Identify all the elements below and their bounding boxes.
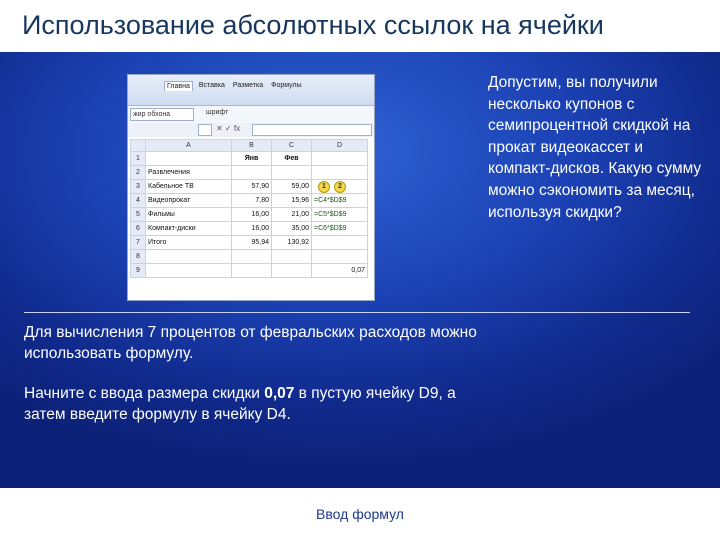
table-row bbox=[131, 180, 368, 194]
column-header-b[interactable]: B bbox=[232, 140, 272, 152]
fx-icon[interactable]: ✕ ✓ fx bbox=[216, 124, 241, 133]
cell[interactable]: 57,90 bbox=[232, 180, 272, 194]
cell[interactable]: Компакт-диски bbox=[146, 222, 232, 236]
tab-insert[interactable]: Вставка bbox=[198, 82, 225, 89]
cell[interactable]: 15,96 bbox=[272, 194, 312, 208]
discount-value: 0,07 bbox=[264, 385, 295, 402]
cell[interactable]: =C5*$D$9 bbox=[312, 208, 368, 222]
spreadsheet-grid bbox=[130, 139, 368, 278]
cell[interactable]: Фильмы bbox=[146, 208, 232, 222]
cell[interactable]: Фев bbox=[272, 152, 312, 166]
cell[interactable] bbox=[272, 166, 312, 180]
ribbon-tabs bbox=[164, 81, 304, 91]
cell[interactable] bbox=[312, 166, 368, 180]
table-row bbox=[131, 222, 368, 236]
cell[interactable]: 21,00 bbox=[272, 208, 312, 222]
instruction-part: в пустую ячейку D9, а затем введите формулу в ячейку D4. bbox=[24, 385, 456, 423]
table-row bbox=[131, 208, 368, 222]
cell[interactable]: 16,00 bbox=[232, 208, 272, 222]
table-row bbox=[131, 152, 368, 166]
row-header[interactable]: 1 bbox=[131, 152, 146, 166]
cell[interactable] bbox=[232, 166, 272, 180]
table-row bbox=[131, 264, 368, 278]
question-text: Допустим, вы получили несколько купонов с семипроцентной скидкой на прокат видеокассет и компакт-дисков. Какую сумму можно сэкономить за месяц, используя скидки? bbox=[488, 74, 702, 221]
row-header[interactable]: 8 bbox=[131, 250, 146, 264]
cell[interactable] bbox=[312, 250, 368, 264]
column-header-d[interactable]: D bbox=[312, 140, 368, 152]
corner-cell[interactable] bbox=[131, 140, 146, 152]
instruction-part: Начните с ввода размера скидки bbox=[24, 385, 265, 402]
content-panel bbox=[0, 52, 720, 488]
cell[interactable]: Видеопрокат bbox=[146, 194, 232, 208]
cell[interactable] bbox=[312, 180, 368, 194]
callout-1: 1 bbox=[318, 181, 330, 193]
table-row bbox=[131, 166, 368, 180]
cell[interactable]: Итого bbox=[146, 236, 232, 250]
formula-bar bbox=[128, 123, 374, 137]
cell[interactable]: 16,00 bbox=[232, 222, 272, 236]
cell[interactable] bbox=[146, 264, 232, 278]
row-header[interactable]: 5 bbox=[131, 208, 146, 222]
tab-layout[interactable]: Разметка bbox=[232, 82, 264, 89]
column-header-c[interactable]: C bbox=[272, 140, 312, 152]
dropdown-button[interactable] bbox=[198, 124, 212, 136]
cell[interactable]: =C6*$D$9 bbox=[312, 222, 368, 236]
cell[interactable]: 35,00 bbox=[272, 222, 312, 236]
row-header[interactable]: 7 bbox=[131, 236, 146, 250]
instruction-text bbox=[24, 383, 484, 425]
slide-title: Использование абсолютных ссылок на ячейки bbox=[22, 10, 604, 40]
column-header-row bbox=[131, 140, 368, 152]
row-header[interactable]: 6 bbox=[131, 222, 146, 236]
cell[interactable] bbox=[312, 236, 368, 250]
cell[interactable]: Янв bbox=[232, 152, 272, 166]
excel-screenshot bbox=[127, 74, 375, 301]
footer-label: Ввод формул bbox=[316, 506, 404, 522]
cell[interactable] bbox=[272, 264, 312, 278]
callout-2: 2 bbox=[334, 181, 346, 193]
font-label: шрифт bbox=[206, 109, 229, 116]
footer bbox=[0, 488, 720, 540]
column-header-a[interactable]: A bbox=[146, 140, 232, 152]
divider bbox=[24, 312, 690, 313]
cell[interactable]: Кабельное ТВ bbox=[146, 180, 232, 194]
row-header[interactable]: 4 bbox=[131, 194, 146, 208]
cell[interactable] bbox=[312, 152, 368, 166]
cell[interactable]: Развлечения bbox=[146, 166, 232, 180]
row-header[interactable]: 9 bbox=[131, 264, 146, 278]
cell[interactable] bbox=[232, 264, 272, 278]
tab-formulas[interactable]: Формулы bbox=[271, 82, 302, 89]
cell[interactable] bbox=[232, 250, 272, 264]
row-header[interactable]: 3 bbox=[131, 180, 146, 194]
cell[interactable]: 59,00 bbox=[272, 180, 312, 194]
table-row bbox=[131, 194, 368, 208]
table-row bbox=[131, 236, 368, 250]
cell[interactable] bbox=[146, 152, 232, 166]
cell[interactable]: 95,94 bbox=[232, 236, 272, 250]
tab-home[interactable]: Главна bbox=[164, 81, 193, 91]
cell[interactable]: 7,80 bbox=[232, 194, 272, 208]
row-header[interactable]: 2 bbox=[131, 166, 146, 180]
formula-input[interactable] bbox=[252, 124, 372, 136]
name-box[interactable]: жир обхона bbox=[130, 108, 194, 121]
formula-area bbox=[128, 105, 374, 124]
cell[interactable] bbox=[272, 250, 312, 264]
cell[interactable]: 130,92 bbox=[272, 236, 312, 250]
formula-explanation: Для вычисления 7 процентов от февральских расходов можно использовать формулу. bbox=[24, 324, 477, 362]
cell-d9[interactable]: 0,07 bbox=[312, 264, 368, 278]
cell[interactable] bbox=[146, 250, 232, 264]
ribbon bbox=[128, 75, 374, 105]
table-row bbox=[131, 250, 368, 264]
cell[interactable]: =C4*$D$9 bbox=[312, 194, 368, 208]
